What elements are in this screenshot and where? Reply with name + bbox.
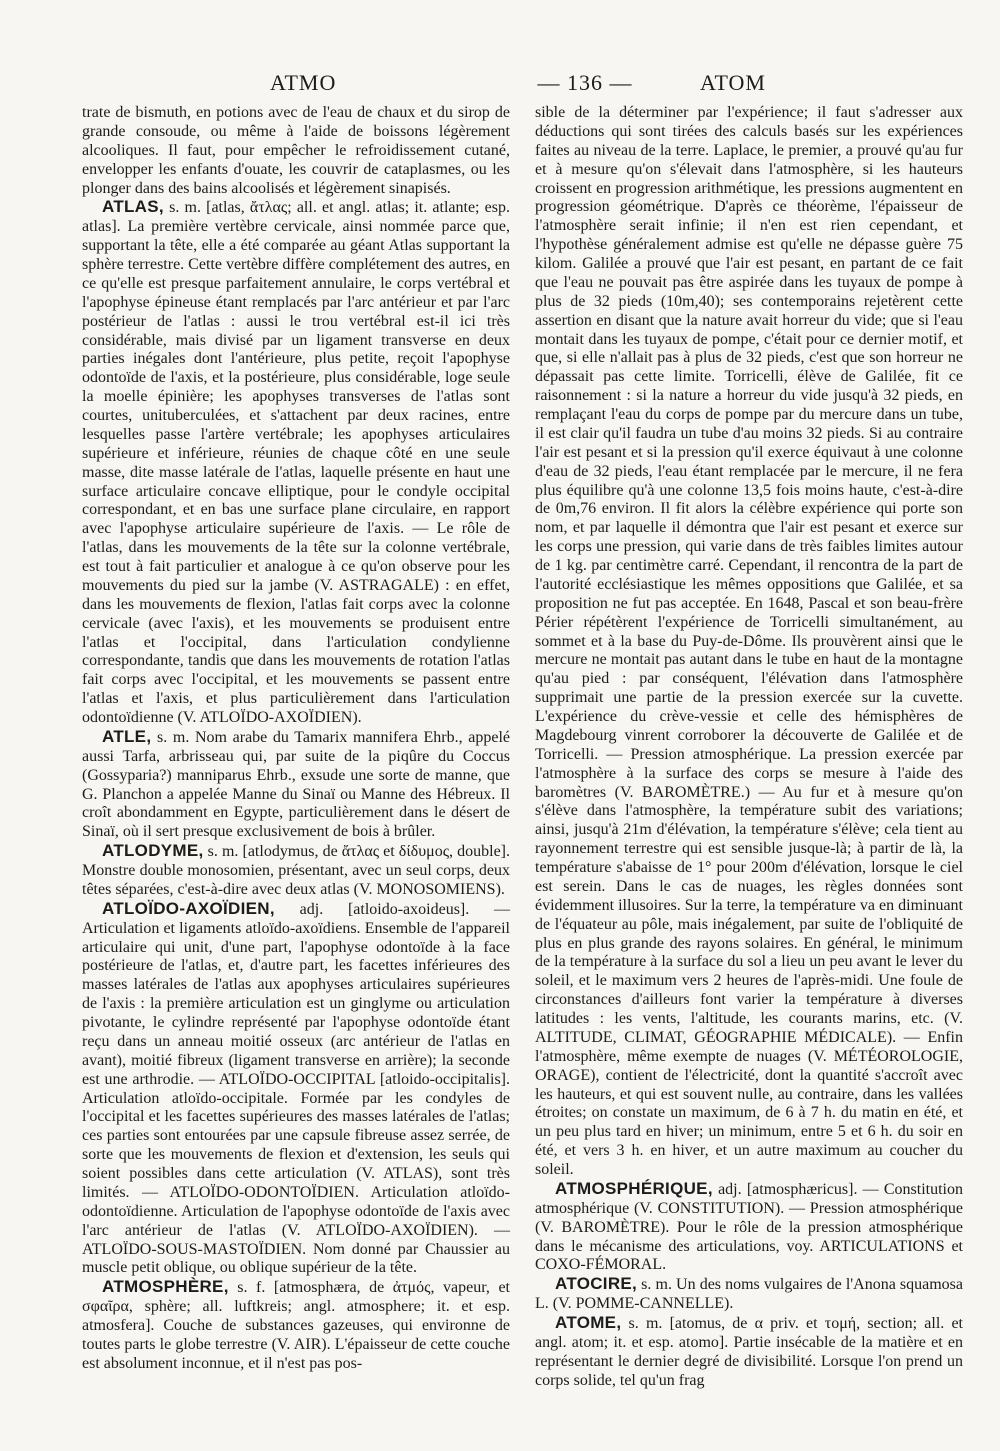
headword-atlas: ATLAS,: [102, 197, 164, 217]
entry-atlas-body: s. m. [atlas, ἄτλας; all. et angl. atlas; it. atlante; esp. atlas]. La première vertèbre cervicale, ainsi nommée parce que, supportant la tête, elle a été comparée au géant Atlas supportant la sphère terrestre. Cette vertèbre diffère complétement des autres, en ce qu'elle est presque parfaitement annulaire, le corps vertébral et l'apophyse épineuse étant remplacés par l'arc antérieur et par l'arc postérieur de l'atlas : aussi le trou vertébral est-il ici très considérable, mais divisé par un ligament transverse en deux parties inégales dont l'antérieure, plus petite, reçoit l'apophyse odontoïde de l'axis, et la postérieure, plus considérable, loge seule la moelle épinière; les apophyses transverses de l'atlas sont courtes, unituberculées, et s'attachent par deux racines, entre lesquelles passe l'artère vertébrale; les apophyses articulaires supérieure et inférieure, réunies de chaque côté en une seule masse, dite masse latérale de l'atlas, laquelle présente en haut une surface articulaire concave elliptique, pour le condyle occipital correspondant, et en bas une surface plane circulaire, en rapport avec l'apophyse articulaire supérieure de l'axis. — Le rôle de l'atlas, dans les mouvements de la tête sur la colonne vertébrale, est tout à fait particulier et analogue à ce qu'on observe pour les mouvements du pied sur la jambe (V. ASTRAGALE) : en effet, dans les mouvements de flexion, l'atlas fait corps avec la colonne cervicale (avec l'axis), et les mouvements se produisent entre l'atlas et l'occipital, dans l'articulation condylienne correspondante, tandis que dans les mouvements de rotation l'atlas fait corps avec l'occipital, et les mouvements se passent entre l'atlas et l'axis, et plus particulièrement dans l'articulation odontoïdienne (V. ATLOÏDO-AXOÏDIEN).: [82, 199, 510, 726]
entry-atocire: [535, 1275, 963, 1314]
entry-atlas: [82, 198, 510, 728]
entry-atome: [535, 1314, 963, 1391]
entry-atloido-axoidien-body: adj. [atloido-axoideus]. — Articulation et ligaments atloïdo-axoïdiens. Ensemble de l'appareil articulaire qui unit, d'une part, l'apophyse odontoïde à la face postérieure de l'atlas, et, d'autre part, les facettes inférieures des masses latérales de l'atlas aux apophyses articulaires supérieures de l'axis : la première articulation est un ginglyme ou articulation pivotante, le cylindre représenté par l'apophyse odontoïde étant reçu dans un anneau moitié osseux (arc antérieur de l'atlas en avant), moitié fibreux (ligament transverse en arrière); la seconde est une arthrodie. — ATLOÏDO-OCCIPITAL [atloido-occipitalis]. Articulation atloïdo-occipitale. Formée par les condyles de l'occipital et les facettes supérieures des masses latérales de l'atlas; ces parties sont entourées par une capsule fibreuse assez serrée, de sorte que les mouvements de flexion et d'extension, les seuls qui soient possibles dans cette articulation (V. ATLAS), sont très limités. — ATLOÏDO-ODONTOÏDIEN. Articulation atloïdo-odontoïdienne. Articulation de l'apophyse odontoïde de l'axis avec l'arc antérieur de l'atlas (V. ATLOÏDO-AXOÏDIEN). — ATLOÏDO-SOUS-MASTOÏDIEN. Nom donné par Chaussier au muscle petit oblique, ou oblique supérieur de la tête.: [82, 900, 510, 1277]
header-right-word: ATOM: [700, 70, 766, 95]
left-column: [82, 104, 510, 1374]
header-left-word: ATMO: [270, 70, 337, 95]
headword-atome: ATOME,: [555, 1313, 622, 1332]
page-number: — 136 —: [537, 70, 633, 95]
entry-atmospherique-body: adj. [atmosphæricus]. — Constitution atmosphérique (V. CONSTITUTION). — Pression atmosphérique (V. BAROMÈTRE). Pour le rôle de la pression atmosphérique dans le mécanisme des articulations, voy. ARTICULATIONS et COXO-FÉMORAL.: [535, 1180, 964, 1274]
entry-atlodyme: [82, 842, 510, 900]
headword-atloido-axoidien: ATLOÏDO-AXOÏDIEN,: [102, 898, 275, 918]
entry-atmospherique: [535, 1180, 963, 1275]
entry-atle: [82, 728, 510, 842]
headword-atmosphere: ATMOSPHÈRE,: [102, 1277, 229, 1297]
entry-atocire-body: s. m. Un des noms vulgaires de l'Anona squamosa L. (V. POMME-CANNELLE).: [535, 1276, 964, 1313]
headword-atocire: ATOCIRE,: [555, 1274, 638, 1294]
entry-atome-body: s. m. [atomus, de α priv. et τομή, section; all. et angl. atom; it. et esp. atomo]. Partie insécable de la matière et en représentant le dernier degré de divisibilité. Lorsque l'on prend un corps solide, tel qu'un frag: [535, 1315, 963, 1389]
running-header: [80, 66, 960, 100]
right-column: [535, 104, 963, 1391]
continued-paragraph: trate de bismuth, en potions avec de l'eau de chaux et du sirop de grande consoude, ou même à l'aide de boissons légèrement alcooliques. Il faut, pour empêcher le refroidissement cutané, envelopper les enfants d'ouate, les couvrir de cataplasmes, ou les plonger dans des bains alcoolisés et légèrement sinapisés.: [82, 104, 510, 197]
entry-atlodyme-body: s. m. [atlodymus, de ἄτλας et δίδυμος, double]. Monstre double monosomien, présentant, avec un seul corps, deux têtes séparées, c'est-à-dire avec deux atlas (V. MONOSOMIENS).: [82, 843, 510, 898]
entry-atle-body: s. m. Nom arabe du Tamarix mannifera Ehrb., appelé aussi Tarfa, arbrisseau qui, par suite de la piqûre du Coccus (Gossyparia?) manniparus Ehrb., exsude une sorte de manne, que G. Planchon a appelée Manne du Sinaï ou Manne des Hébreux. Il croît abondamment en Egypte, particulièrement dans le désert de Sinaï, où il sert presque exclusivement de bois à brûler.: [82, 728, 511, 841]
headword-atlodyme: ATLODYME,: [102, 841, 204, 861]
headword-atle: ATLE,: [102, 726, 152, 746]
continued-paragraph-right: sible de la déterminer par l'expérience; il faut s'adresser aux déductions qui sont tirées des calculs basés sur les expériences faites au niveau de la terre. Laplace, le premier, a prouvé qu'au fur et à mesure qu'on s'élevait dans l'atmosphère, si les hauteurs croissent en progression arithmétique, les pressions augmentent en progression géométrique. D'après ce théorème, l'épaisseur de l'atmosphère serait infinie; il n'en est rien cependant, et l'hypothèse généralement admise est qu'elle ne dépasse guère 75 kilom. Galilée a prouvé que l'air est pesant, en partant de ce fait que l'eau ne pouvait pas être aspirée dans les tuyaux de pompe à plus de 32 pieds (10m,40); ses contemporains rejetèrent cette assertion en disant que la nature avait horreur du vide; que si l'eau montait dans les tuyaux de pompe, c'était pour ce dernier motif, et que, si elle n'allait pas à plus de 32 pieds, c'est que son horreur ne dépassait pas cette limite. Torricelli, élève de Galilée, fit ce raisonnement : si la nature a horreur du vide jusqu'à 32 pieds, en remplaçant l'eau du corps de pompe par du mercure dans un tube, il est clair qu'il faudra un tube d'au moins 32 pieds. Si au contraire l'air est pesant et si la pression qu'il exerce équivaut à une colonne d'eau de 32 pieds, l'eau étant remplacée par le mercure, il ne fera plus équilibre qu'à une colonne 13,5 fois moins haute, c'est-à-dire de 0m,76 environ. Il fit alors la célèbre expérience qui porte son nom, et par laquelle il démontra que l'air est pesant et exerce sur les corps une pression, qui varie dans de très faibles limites autour de 1 kg. par centimètre carré. Cependant, il rencontra de la part de l'autorité ecclésiastique les mêmes oppositions que Galilée, et sa proposition ne fut pas acceptée. En 1648, Pascal et son beau-frère Périer répétèrent l'expérience de Torricelli simultanément, au sommet et à la base du Puy-de-Dôme. Ils prouvèrent ainsi que le mercure ne montait pas autant dans le tube en haut de la montagne qu'au pied : par conséquent, l'élévation dans l'atmosphère supprimait une partie de la pression exercée sur la cuvette. L'expérience du crève-vessie et celle des hémisphères de Magdebourg vinrent corroborer la découverte de Galilée et de Torricelli. — Pression atmosphérique. La pression exercée par l'atmosphère à la surface des corps se mesure à l'aide des baromètres (V. BAROMÈTRE.) — Au fur et à mesure qu'on s'élève dans l'atmosphère, la température subit des variations; ainsi, jusqu'à 21m d'élévation, la température s'élève; cela tient au rayonnement terrestre qui est sensible jusque-là; à partir de là, la température s'abaisse de 1° pour 200m d'élévation, lorsque le ciel est serein. Dans le cas de nuages, les règles données sont évidemment illusoires. Sur la terre, la température va en diminuant de l'équateur au pôle, mais inégalement, par suite de l'obliquité de plus en plus grande des rayons solaires. En général, le minimum de la température à la surface du sol a lieu un peu avant le lever du soleil, et le maximum vers 2 heures de l'après-midi. Une foule de circonstances d'ailleurs font varier la température à diverses latitudes : les vents, l'altitude, les courants marins, etc. (V. ALTITUDE, CLIMAT, GÉOGRAPHIE MÉDICALE). — Enfin l'atmosphère, même exempte de nuages (V. MÉTÉOROLOGIE, ORAGE), contient de l'électricité, dont la quantité s'accroît avec les hauteurs, et qui est souvent nulle, au contraire, dans les vallées étroites; on constate un maximum, de 6 à 7 h. du matin en été, et un peu plus tard en hiver; un minimum, entre 5 et 6 h. du soir en été, et vers 3 h. en hiver, et un autre maximum au coucher du soleil.: [535, 104, 963, 1178]
entry-atloido-axoidien: [82, 900, 510, 1279]
entry-atmosphere: [82, 1278, 510, 1373]
headword-atmospherique: ATMOSPHÉRIQUE,: [555, 1178, 713, 1198]
entry-atmosphere-body: s. f. [atmosphæra, de ἀτμός, vapeur, et σφαῖρα, sphère; all. luftkreis; angl. atmosphere; it. et esp. atmosfera]. Couche de substances gazeuses, qui environne de toutes parts le globe terrestre (V. AIR). L'épaisseur de cette couche est absolument inconnue, et il n'est pas pos-: [82, 1279, 511, 1372]
